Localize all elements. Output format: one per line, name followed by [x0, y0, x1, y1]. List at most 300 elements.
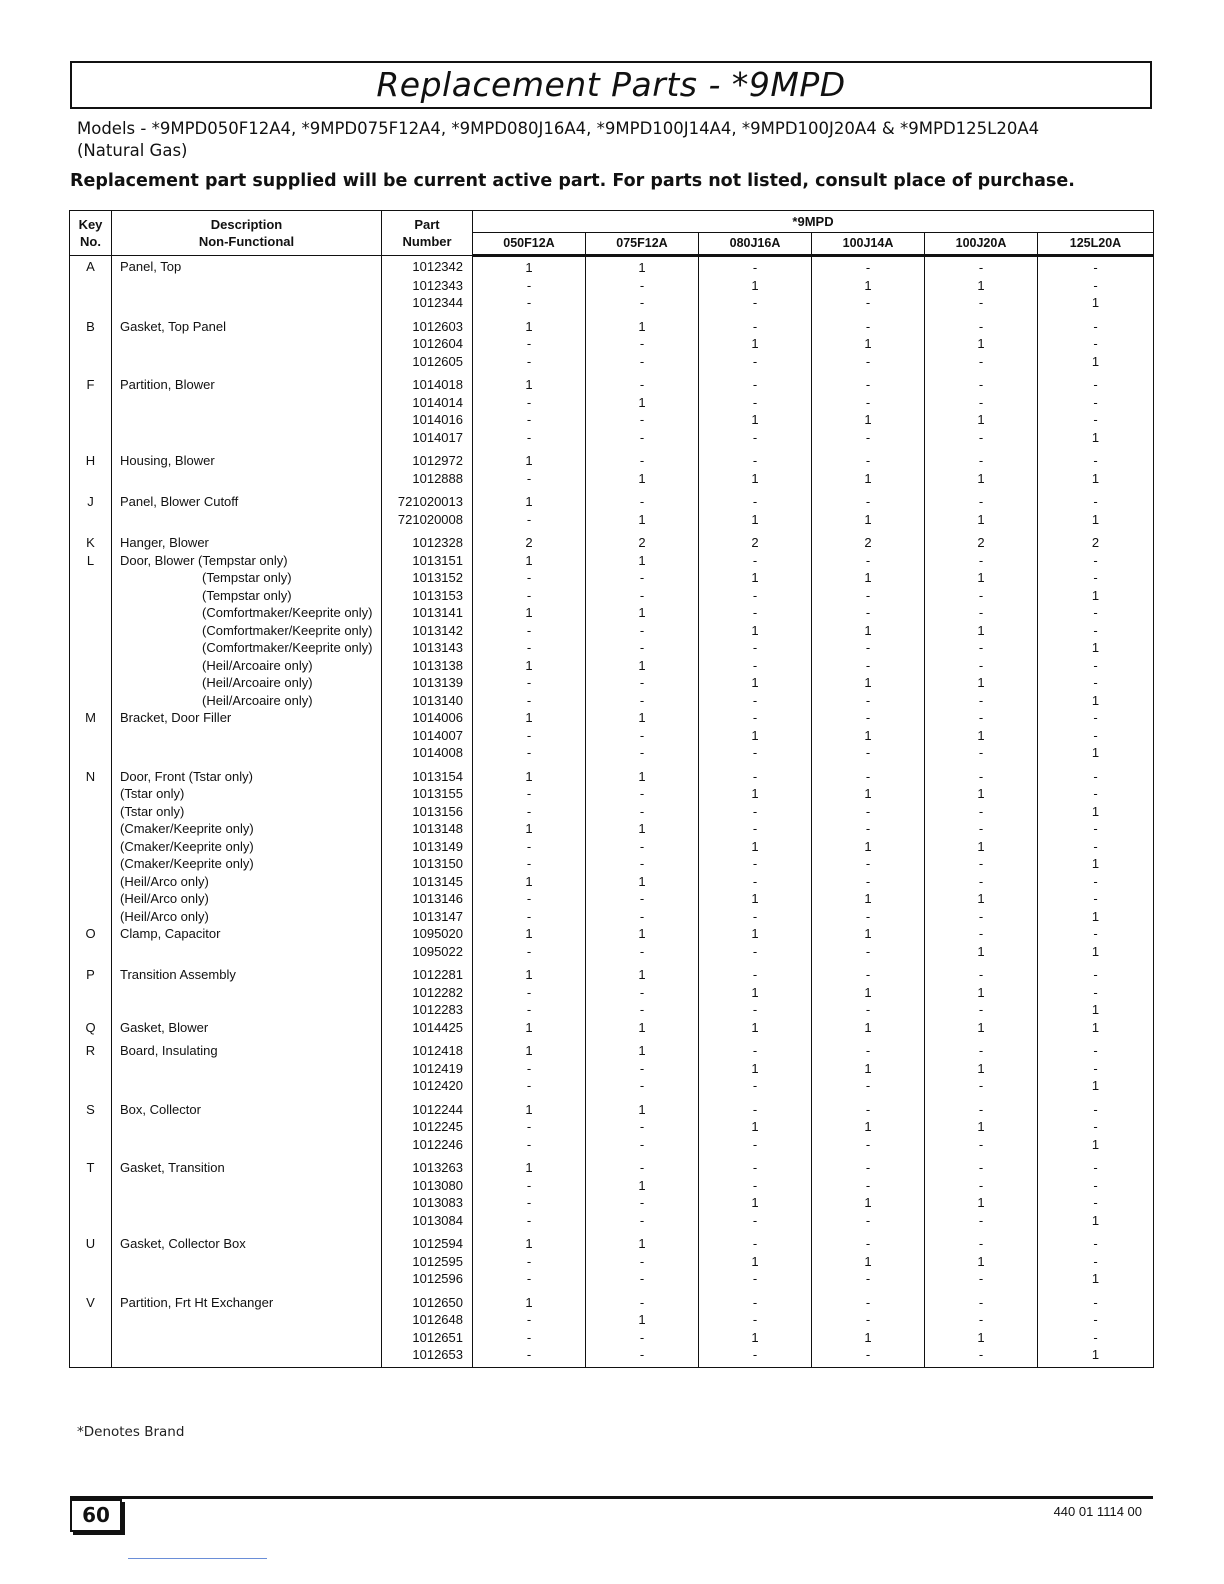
quantity-cell: 1 [586, 873, 699, 891]
table-row [70, 908, 1154, 926]
quantity-cell: - [925, 873, 1038, 891]
quantity-cell: 1 [586, 1036, 699, 1060]
part-number-cell: 1013139 [382, 674, 473, 692]
quantity-cell: - [586, 744, 699, 762]
quantity-cell: 1 [586, 657, 699, 675]
quantity-cell: - [812, 294, 925, 312]
description-cell: (Heil/Arcoaire only) [112, 692, 382, 710]
quantity-cell: 1 [1038, 1019, 1154, 1037]
key-cell: F [70, 370, 112, 394]
key-cell [70, 1253, 112, 1271]
quantity-cell: 1 [699, 622, 812, 640]
quantity-cell: - [812, 353, 925, 371]
quantity-cell: - [1038, 394, 1154, 412]
quantity-cell: - [473, 943, 586, 961]
quantity-cell: - [699, 873, 812, 891]
part-number-cell: 1013083 [382, 1194, 473, 1212]
quantity-cell: - [473, 394, 586, 412]
key-cell [70, 1346, 112, 1367]
key-cell [70, 855, 112, 873]
description-cell: (Comfortmaker/Keeprite only) [112, 639, 382, 657]
quantity-cell: - [473, 727, 586, 745]
key-cell [70, 277, 112, 295]
key-cell [70, 984, 112, 1002]
quantity-cell: - [812, 855, 925, 873]
table-row [70, 487, 1154, 511]
description-cell: (Tempstar only) [112, 569, 382, 587]
quantity-cell: 1 [1038, 587, 1154, 605]
quantity-cell: - [1038, 820, 1154, 838]
quantity-cell: 1 [586, 709, 699, 727]
part-number-cell: 1012246 [382, 1136, 473, 1154]
quantity-cell: - [473, 294, 586, 312]
table-row [70, 1153, 1154, 1177]
quantity-cell: 1 [812, 1253, 925, 1271]
quantity-cell: 2 [812, 528, 925, 552]
quantity-cell: - [473, 1346, 586, 1367]
quantity-cell: 1 [1038, 943, 1154, 961]
quantity-cell: 1 [925, 277, 1038, 295]
table-row [70, 277, 1154, 295]
quantity-cell: - [1038, 674, 1154, 692]
quantity-cell: - [699, 1177, 812, 1195]
table-row [70, 873, 1154, 891]
part-header-line2: Number [402, 234, 452, 249]
description-cell: Box, Collector [112, 1095, 382, 1119]
quantity-cell: - [925, 709, 1038, 727]
key-cell [70, 803, 112, 821]
quantity-cell: 1 [925, 674, 1038, 692]
quantity-cell: - [925, 1095, 1038, 1119]
quantity-cell: - [586, 294, 699, 312]
description-cell: Transition Assembly [112, 960, 382, 984]
key-cell [70, 727, 112, 745]
part-number-cell: 1012605 [382, 353, 473, 371]
quantity-cell: - [925, 803, 1038, 821]
part-number-cell: 1013147 [382, 908, 473, 926]
quantity-cell: 1 [812, 622, 925, 640]
quantity-cell: - [925, 855, 1038, 873]
key-cell [70, 587, 112, 605]
description-cell [112, 727, 382, 745]
table-row [70, 1077, 1154, 1095]
quantity-cell: - [925, 639, 1038, 657]
table-row [70, 411, 1154, 429]
part-number-cell: 1013141 [382, 604, 473, 622]
part-number-cell: 1013153 [382, 587, 473, 605]
title-box [70, 61, 1152, 109]
quantity-cell: - [1038, 552, 1154, 570]
table-row [70, 674, 1154, 692]
quantity-cell: - [473, 1060, 586, 1078]
quantity-cell: - [925, 1177, 1038, 1195]
key-cell [70, 943, 112, 961]
description-cell: (Tstar only) [112, 785, 382, 803]
quantity-cell: - [1038, 838, 1154, 856]
quantity-cell: 1 [586, 1019, 699, 1037]
quantity-cell: 1 [812, 674, 925, 692]
quantity-cell: 1 [1038, 803, 1154, 821]
key-cell [70, 511, 112, 529]
quantity-cell: 1 [925, 569, 1038, 587]
description-cell [112, 277, 382, 295]
key-cell [70, 1077, 112, 1095]
quantity-cell: 1 [925, 470, 1038, 488]
quantity-cell: - [1038, 312, 1154, 336]
part-header-line1: Part [414, 217, 440, 232]
quantity-cell: - [812, 960, 925, 984]
model-header-100j14a: 100J14A [812, 233, 925, 256]
quantity-cell: 1 [812, 838, 925, 856]
quantity-cell: 1 [473, 1036, 586, 1060]
description-cell [112, 943, 382, 961]
quantity-cell: - [586, 1329, 699, 1347]
quantity-cell: 1 [699, 925, 812, 943]
table-row [70, 312, 1154, 336]
quantity-cell: 1 [812, 727, 925, 745]
quantity-cell: - [473, 622, 586, 640]
quantity-cell: 1 [812, 984, 925, 1002]
part-number-cell: 1012653 [382, 1346, 473, 1367]
part-number-cell: 1012343 [382, 277, 473, 295]
models-line-1: Models - *9MPD050F12A4, *9MPD075F12A4, *9MPD080J16A4, *9MPD100J14A4, *9MPD100J20A4 & *9MPD125L20A4 [77, 119, 1040, 138]
quantity-cell: 1 [1038, 1077, 1154, 1095]
quantity-cell: - [812, 1136, 925, 1154]
table-row [70, 1229, 1154, 1253]
quantity-cell: 1 [586, 604, 699, 622]
key-cell [70, 639, 112, 657]
quantity-cell: 1 [586, 470, 699, 488]
quantity-cell: 1 [925, 622, 1038, 640]
quantity-cell: - [473, 803, 586, 821]
quantity-cell: - [812, 762, 925, 786]
part-number-cell: 1014014 [382, 394, 473, 412]
description-cell [112, 335, 382, 353]
quantity-cell: - [699, 709, 812, 727]
quantity-cell: 1 [473, 446, 586, 470]
description-cell [112, 1077, 382, 1095]
quantity-cell: 1 [812, 470, 925, 488]
table-row [70, 838, 1154, 856]
description-cell: Board, Insulating [112, 1036, 382, 1060]
quantity-cell: - [586, 785, 699, 803]
quantity-cell: - [473, 639, 586, 657]
quantity-cell: 1 [1038, 1001, 1154, 1019]
key-cell: Q [70, 1019, 112, 1037]
quantity-cell: - [699, 1136, 812, 1154]
quantity-cell: - [1038, 1036, 1154, 1060]
table-row [70, 943, 1154, 961]
description-cell [112, 1329, 382, 1347]
quantity-cell: - [699, 908, 812, 926]
quantity-cell: - [699, 446, 812, 470]
description-cell [112, 1311, 382, 1329]
quantity-cell: - [1038, 1060, 1154, 1078]
quantity-cell: - [699, 1212, 812, 1230]
quantity-cell: - [586, 277, 699, 295]
quantity-cell: 1 [812, 785, 925, 803]
description-header [112, 211, 382, 256]
quantity-cell: - [812, 820, 925, 838]
quantity-cell: 1 [586, 1095, 699, 1119]
description-cell: (Tstar only) [112, 803, 382, 821]
quantity-cell: - [473, 692, 586, 710]
quantity-cell: - [1038, 335, 1154, 353]
quantity-cell: - [1038, 762, 1154, 786]
quantity-cell: - [699, 353, 812, 371]
quantity-cell: - [1038, 890, 1154, 908]
key-cell [70, 785, 112, 803]
part-number-cell: 1013151 [382, 552, 473, 570]
description-header-line1: Description [210, 217, 283, 232]
quantity-cell: - [812, 639, 925, 657]
part-number-cell: 1012418 [382, 1036, 473, 1060]
quantity-cell: - [586, 908, 699, 926]
part-number-cell: 1014425 [382, 1019, 473, 1037]
quantity-cell: 1 [1038, 855, 1154, 873]
key-cell: M [70, 709, 112, 727]
quantity-cell: - [1038, 277, 1154, 295]
quantity-cell: 1 [925, 1060, 1038, 1078]
table-row [70, 1194, 1154, 1212]
model-header-075f12a: 075F12A [586, 233, 699, 256]
key-cell: R [70, 1036, 112, 1060]
description-cell: Door, Blower (Tempstar only) [112, 552, 382, 570]
quantity-cell: 1 [1038, 470, 1154, 488]
quantity-cell: 1 [699, 1329, 812, 1347]
quantity-cell: 1 [812, 890, 925, 908]
quantity-cell: - [925, 1036, 1038, 1060]
key-cell [70, 470, 112, 488]
key-cell: J [70, 487, 112, 511]
quantity-cell: - [473, 838, 586, 856]
table-row [70, 820, 1154, 838]
table-row [70, 1118, 1154, 1136]
quantity-cell: 1 [473, 1019, 586, 1037]
quantity-cell: - [473, 1118, 586, 1136]
part-number-cell: 1012344 [382, 294, 473, 312]
table-row [70, 1060, 1154, 1078]
table-row [70, 446, 1154, 470]
quantity-cell: 1 [1038, 744, 1154, 762]
quantity-cell: - [699, 657, 812, 675]
quantity-cell: - [473, 1194, 586, 1212]
quantity-cell: - [812, 1095, 925, 1119]
description-cell [112, 411, 382, 429]
part-number-cell: 1013155 [382, 785, 473, 803]
quantity-cell: 1 [812, 1329, 925, 1347]
description-cell: (Heil/Arco only) [112, 890, 382, 908]
table-row [70, 353, 1154, 371]
quantity-cell: 1 [699, 727, 812, 745]
quantity-cell: - [699, 294, 812, 312]
quantity-cell: - [586, 984, 699, 1002]
quantity-cell: - [925, 657, 1038, 675]
part-number-cell: 1012595 [382, 1253, 473, 1271]
part-number-cell: 1095020 [382, 925, 473, 943]
quantity-cell: 1 [1038, 353, 1154, 371]
description-cell: (Cmaker/Keeprite only) [112, 838, 382, 856]
quantity-cell: 1 [812, 1194, 925, 1212]
part-number-cell: 1013080 [382, 1177, 473, 1195]
quantity-cell: - [586, 692, 699, 710]
quantity-cell: 1 [473, 1153, 586, 1177]
part-number-cell: 1012603 [382, 312, 473, 336]
quantity-cell: - [812, 394, 925, 412]
quantity-cell: 1 [925, 1118, 1038, 1136]
quantity-cell: 1 [812, 1060, 925, 1078]
quantity-cell: - [586, 1346, 699, 1367]
description-cell [112, 1136, 382, 1154]
table-row [70, 855, 1154, 873]
description-cell: Partition, Blower [112, 370, 382, 394]
quantity-cell: - [699, 487, 812, 511]
key-cell [70, 657, 112, 675]
quantity-cell: 1 [812, 277, 925, 295]
description-cell: Gasket, Transition [112, 1153, 382, 1177]
quantity-cell: 1 [586, 762, 699, 786]
quantity-cell: - [925, 370, 1038, 394]
part-number-cell: 1014006 [382, 709, 473, 727]
quantity-cell: 1 [699, 890, 812, 908]
part-number-cell: 1013149 [382, 838, 473, 856]
quantity-cell: - [699, 744, 812, 762]
quantity-cell: 1 [473, 370, 586, 394]
quantity-cell: 1 [812, 511, 925, 529]
quantity-cell: - [473, 1001, 586, 1019]
quantity-cell: - [699, 1288, 812, 1312]
part-number-cell: 1012283 [382, 1001, 473, 1019]
quantity-cell: - [586, 1136, 699, 1154]
quantity-cell: 1 [699, 335, 812, 353]
description-cell [112, 1194, 382, 1212]
quantity-cell: - [812, 1177, 925, 1195]
part-number-cell: 1013150 [382, 855, 473, 873]
quantity-cell: - [699, 1036, 812, 1060]
description-cell [112, 1118, 382, 1136]
quantity-cell: - [925, 1001, 1038, 1019]
key-cell [70, 744, 112, 762]
quantity-cell: 1 [699, 1253, 812, 1271]
quantity-cell: - [1038, 984, 1154, 1002]
description-cell [112, 394, 382, 412]
quantity-cell: 1 [1038, 1270, 1154, 1288]
quantity-cell: 1 [1038, 639, 1154, 657]
quantity-cell: 1 [925, 1329, 1038, 1347]
quantity-cell: - [586, 855, 699, 873]
quantity-cell: - [925, 1346, 1038, 1367]
quantity-cell: 1 [473, 820, 586, 838]
description-cell [112, 1253, 382, 1271]
quantity-cell: - [473, 890, 586, 908]
quantity-cell: 1 [586, 960, 699, 984]
quantity-cell: 1 [473, 960, 586, 984]
quantity-cell: - [699, 1153, 812, 1177]
quantity-cell: - [586, 727, 699, 745]
quantity-cell: 1 [699, 277, 812, 295]
table-row [70, 890, 1154, 908]
quantity-cell: 1 [925, 1253, 1038, 1271]
table-row [70, 1311, 1154, 1329]
quantity-cell: - [925, 1229, 1038, 1253]
quantity-cell: - [699, 1270, 812, 1288]
quantity-cell: - [925, 256, 1038, 277]
description-cell [112, 984, 382, 1002]
quantity-cell: 1 [473, 312, 586, 336]
quantity-cell: - [586, 1118, 699, 1136]
part-number-cell: 1013154 [382, 762, 473, 786]
quantity-cell: 1 [473, 762, 586, 786]
quantity-cell: 1 [586, 820, 699, 838]
key-cell [70, 1329, 112, 1347]
quantity-cell: - [812, 1036, 925, 1060]
quantity-cell: 2 [699, 528, 812, 552]
table-row [70, 984, 1154, 1002]
part-number-cell: 1012604 [382, 335, 473, 353]
quantity-cell: - [473, 674, 586, 692]
quantity-cell: 1 [1038, 294, 1154, 312]
description-cell: Panel, Blower Cutoff [112, 487, 382, 511]
quantity-cell: - [586, 1077, 699, 1095]
quantity-cell: - [699, 1095, 812, 1119]
quantity-cell: - [812, 1001, 925, 1019]
quantity-cell: - [586, 1194, 699, 1212]
quantity-cell: 1 [1038, 429, 1154, 447]
quantity-cell: - [925, 312, 1038, 336]
key-cell [70, 294, 112, 312]
quantity-cell: - [925, 294, 1038, 312]
quantity-cell: - [699, 943, 812, 961]
quantity-cell: 1 [1038, 908, 1154, 926]
description-cell: Gasket, Blower [112, 1019, 382, 1037]
description-cell: Gasket, Top Panel [112, 312, 382, 336]
quantity-cell: - [1038, 1095, 1154, 1119]
model-header-080j16a: 080J16A [699, 233, 812, 256]
part-number-cell: 1095022 [382, 943, 473, 961]
quantity-cell: - [1038, 727, 1154, 745]
key-cell: K [70, 528, 112, 552]
quantity-cell: - [812, 657, 925, 675]
quantity-cell: - [1038, 370, 1154, 394]
quantity-cell: 1 [473, 1229, 586, 1253]
table-row [70, 1212, 1154, 1230]
part-number-cell: 1012648 [382, 1311, 473, 1329]
quantity-cell: 1 [586, 552, 699, 570]
quantity-cell: - [586, 1253, 699, 1271]
quantity-cell: 1 [812, 335, 925, 353]
quantity-cell: 1 [1038, 1212, 1154, 1230]
table-row [70, 1095, 1154, 1119]
quantity-cell: 1 [473, 1288, 586, 1312]
quantity-cell: - [925, 1136, 1038, 1154]
quantity-cell: - [473, 1136, 586, 1154]
key-cell: V [70, 1288, 112, 1312]
quantity-cell: 1 [473, 925, 586, 943]
quantity-cell: 1 [473, 256, 586, 277]
quantity-cell: - [586, 622, 699, 640]
quantity-cell: 1 [1038, 692, 1154, 710]
quantity-cell: 1 [1038, 511, 1154, 529]
key-cell [70, 604, 112, 622]
quantity-cell: - [925, 1212, 1038, 1230]
quantity-cell: 1 [925, 785, 1038, 803]
quantity-cell: - [586, 1153, 699, 1177]
quantity-cell: - [1038, 657, 1154, 675]
key-header [70, 211, 112, 256]
quantity-cell: 2 [586, 528, 699, 552]
table-row [70, 1329, 1154, 1347]
table-row [70, 587, 1154, 605]
